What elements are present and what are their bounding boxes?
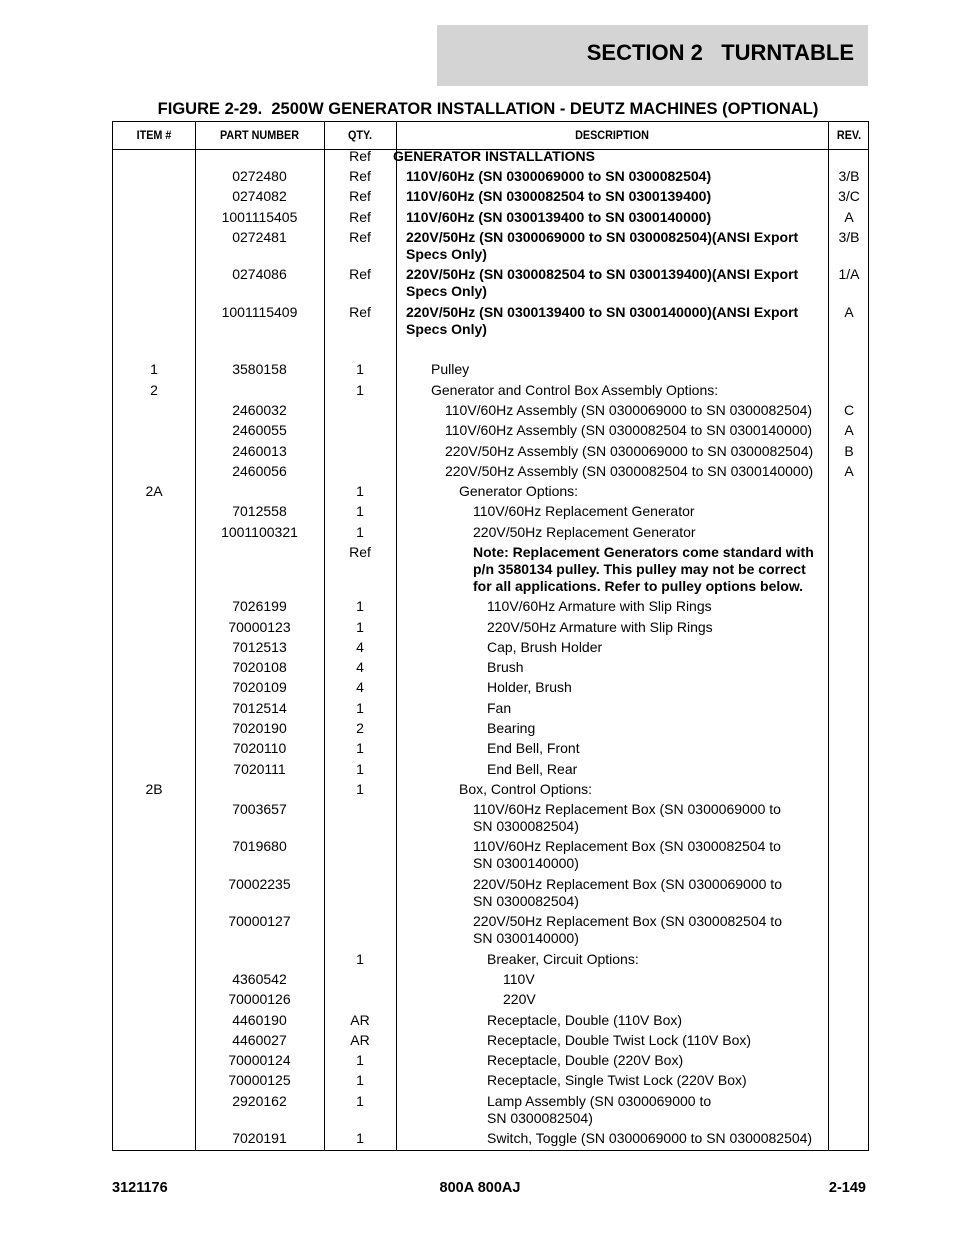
rev-cell: 3/B — [838, 229, 860, 245]
rev-cell: A — [844, 422, 854, 438]
figure-title: FIGURE 2-29. 2500W GENERATOR INSTALLATION - DEUTZ MACHINES (OPTIONAL) — [157, 100, 819, 118]
part-number-cell: 7019680 — [232, 838, 287, 854]
description-cell: 110V/60Hz Armature with Slip Rings — [487, 598, 712, 614]
qty-cell: 1 — [356, 1130, 364, 1146]
description-cell: Box, Control Options: — [459, 781, 593, 797]
part-number-cell: 0274086 — [232, 266, 287, 282]
part-number-cell: 70000127 — [228, 913, 291, 929]
parts-table — [112, 121, 869, 1151]
description-cell: 110V/60Hz (SN 0300139400 to SN 0300140000) — [406, 209, 712, 225]
qty-cell: Ref — [349, 229, 371, 245]
description-cell: 220V/50Hz Replacement Box (SN 0300082504 to SN 0300140000) — [473, 913, 782, 946]
qty-cell: AR — [350, 1012, 370, 1028]
description-cell: 110V/60Hz (SN 0300082504 to SN 0300139400) — [406, 188, 712, 204]
part-number-cell: 70000125 — [228, 1072, 291, 1088]
description-cell: Generator Options: — [459, 483, 579, 499]
qty-cell: Ref — [349, 304, 371, 320]
item-cell: 2B — [145, 781, 163, 797]
qty-cell: Ref — [349, 266, 371, 282]
rev-cell: A — [844, 463, 854, 479]
description-cell: 220V/50Hz (SN 0300069000 to SN 0300082504)(ANSI Export Specs Only) — [406, 229, 799, 262]
section-header — [437, 25, 868, 86]
qty-cell: 1 — [356, 781, 364, 797]
description-cell: Breaker, Circuit Options: — [487, 951, 639, 967]
qty-cell: 1 — [356, 1052, 364, 1068]
description-cell: End Bell, Front — [487, 740, 580, 756]
part-number-cell: 0272480 — [232, 168, 287, 184]
description-cell: Note: Replacement Generators come standard with p/n 3580134 pulley. This pulley may not be correct for all applications. Refer to pulley options below. — [473, 544, 814, 594]
description-cell: End Bell, Rear — [487, 761, 578, 777]
part-number-cell: 4360542 — [232, 971, 287, 987]
item-cell: 1 — [150, 361, 158, 377]
description-cell: 110V/60Hz Replacement Generator — [473, 503, 695, 519]
column-divider — [396, 122, 397, 1150]
description-cell: Brush — [487, 659, 524, 675]
part-number-cell: 2460013 — [232, 443, 287, 459]
footer-doc-number: 3121176 — [112, 1180, 168, 1196]
qty-cell: 2 — [356, 720, 364, 736]
part-number-cell: 7020111 — [233, 761, 286, 777]
qty-cell: Ref — [349, 544, 371, 560]
description-cell: 220V/50Hz Armature with Slip Rings — [487, 619, 713, 635]
header-description: DESCRIPTION — [575, 128, 649, 142]
description-cell: Lamp Assembly (SN 0300069000 to SN 0300082504) — [487, 1093, 712, 1126]
rev-cell: 3/B — [838, 168, 860, 184]
footer-page-number: 2-149 — [828, 1180, 866, 1196]
description-cell: Holder, Brush — [487, 679, 572, 695]
footer-model: 800A 800AJ — [439, 1180, 521, 1196]
part-number-cell: 0274082 — [232, 188, 287, 204]
part-number-cell: 2460032 — [232, 402, 287, 418]
description-cell: 220V/50Hz Assembly (SN 0300069000 to SN 0300082504) — [445, 443, 814, 459]
qty-cell: 4 — [356, 639, 364, 655]
qty-cell: 4 — [356, 679, 364, 695]
qty-cell: 1 — [356, 619, 364, 635]
header-part-number: PART NUMBER — [219, 128, 300, 142]
qty-cell: 1 — [356, 361, 364, 377]
part-number-cell: 7012558 — [232, 503, 287, 519]
section-title: SECTION 2 TURNTABLE — [586, 40, 854, 65]
description-cell: Receptacle, Single Twist Lock (220V Box) — [487, 1072, 747, 1088]
qty-cell: 1 — [356, 524, 364, 540]
rev-cell: 1/A — [838, 266, 860, 282]
qty-cell: 4 — [356, 659, 364, 675]
part-number-cell: 7020190 — [232, 720, 287, 736]
part-number-cell: 70000123 — [228, 619, 291, 635]
description-cell: Fan — [487, 700, 512, 716]
description-cell: Bearing — [487, 720, 536, 736]
description-cell: 220V — [503, 991, 536, 1007]
part-number-cell: 2920162 — [232, 1093, 287, 1109]
rev-cell: B — [844, 443, 854, 459]
qty-cell: Ref — [349, 188, 371, 204]
description-cell: 220V/50Hz Replacement Generator — [473, 524, 696, 540]
description-cell: Cap, Brush Holder — [487, 639, 603, 655]
part-number-cell: 0272481 — [232, 229, 287, 245]
rev-cell: 3/C — [838, 188, 860, 204]
qty-cell: 1 — [356, 700, 364, 716]
qty-cell: 1 — [356, 382, 364, 398]
description-cell: 110V — [503, 971, 535, 987]
part-number-cell: 70000124 — [228, 1052, 291, 1068]
part-number-cell: 7012513 — [232, 639, 287, 655]
qty-cell: 1 — [356, 598, 364, 614]
qty-cell: 1 — [356, 740, 364, 756]
description-cell: Generator and Control Box Assembly Options: — [431, 382, 719, 398]
description-cell: Switch, Toggle (SN 0300069000 to SN 0300082504) — [487, 1130, 813, 1146]
part-number-cell: 7012514 — [232, 700, 287, 716]
qty-cell: 1 — [356, 761, 364, 777]
qty-cell: 1 — [356, 1072, 364, 1088]
description-cell: 110V/60Hz Assembly (SN 0300069000 to SN 0300082504) — [445, 402, 813, 418]
description-cell: 110V/60Hz Replacement Box (SN 0300069000 to SN 0300082504) — [473, 801, 781, 834]
description-cell: GENERATOR INSTALLATIONS — [393, 148, 595, 164]
description-cell: 110V/60Hz Assembly (SN 0300082504 to SN 0300140000) — [445, 422, 813, 438]
description-cell: Receptacle, Double (110V Box) — [487, 1012, 683, 1028]
part-number-cell: 2460056 — [232, 463, 287, 479]
qty-cell: 1 — [356, 951, 364, 967]
item-cell: 2 — [150, 382, 158, 398]
qty-cell: 1 — [356, 503, 364, 519]
description-cell: Receptacle, Double (220V Box) — [487, 1052, 684, 1068]
part-number-cell: 1001115405 — [221, 209, 298, 225]
header-qty: QTY. — [347, 128, 372, 142]
rev-cell: C — [843, 402, 855, 418]
part-number-cell: 70000126 — [228, 991, 291, 1007]
part-number-cell: 4460190 — [232, 1012, 287, 1028]
description-cell: Pulley — [431, 361, 470, 377]
header-item: ITEM # — [136, 128, 172, 142]
item-cell: 2A — [145, 483, 163, 499]
part-number-cell: 7020191 — [232, 1130, 287, 1146]
qty-cell: Ref — [349, 148, 371, 164]
description-cell: Receptacle, Double Twist Lock (110V Box) — [487, 1032, 752, 1048]
part-number-cell: 4460027 — [232, 1032, 287, 1048]
part-number-cell: 2460055 — [232, 422, 287, 438]
rev-cell: A — [844, 209, 854, 225]
qty-cell: AR — [350, 1032, 370, 1048]
description-cell: 220V/50Hz (SN 0300082504 to SN 0300139400)(ANSI Export Specs Only) — [406, 266, 799, 299]
description-cell: 110V/60Hz (SN 0300069000 to SN 0300082504) — [406, 168, 712, 184]
description-cell: 110V/60Hz Replacement Box (SN 0300082504 to SN 0300140000) — [473, 838, 781, 871]
part-number-cell: 7020108 — [232, 659, 287, 675]
description-cell: 220V/50Hz (SN 0300139400 to SN 0300140000)(ANSI Export Specs Only) — [406, 304, 799, 337]
qty-cell: 1 — [356, 483, 364, 499]
part-number-cell: 7020109 — [232, 679, 287, 695]
part-number-cell: 70002235 — [228, 876, 291, 892]
part-number-cell: 1001100321 — [221, 524, 298, 540]
part-number-cell: 3580158 — [232, 361, 287, 377]
part-number-cell: 1001115409 — [221, 304, 298, 320]
description-cell: 220V/50Hz Assembly (SN 0300082504 to SN 0300140000) — [445, 463, 814, 479]
header-rev: REV. — [836, 128, 862, 142]
part-number-cell: 7026199 — [232, 598, 287, 614]
part-number-cell: 7020110 — [232, 740, 287, 756]
qty-cell: Ref — [349, 168, 371, 184]
part-number-cell: 7003657 — [232, 801, 287, 817]
qty-cell: Ref — [349, 209, 371, 225]
rev-cell: A — [844, 304, 854, 320]
qty-cell: 1 — [356, 1093, 364, 1109]
description-cell: 220V/50Hz Replacement Box (SN 0300069000 to SN 0300082504) — [473, 876, 782, 909]
